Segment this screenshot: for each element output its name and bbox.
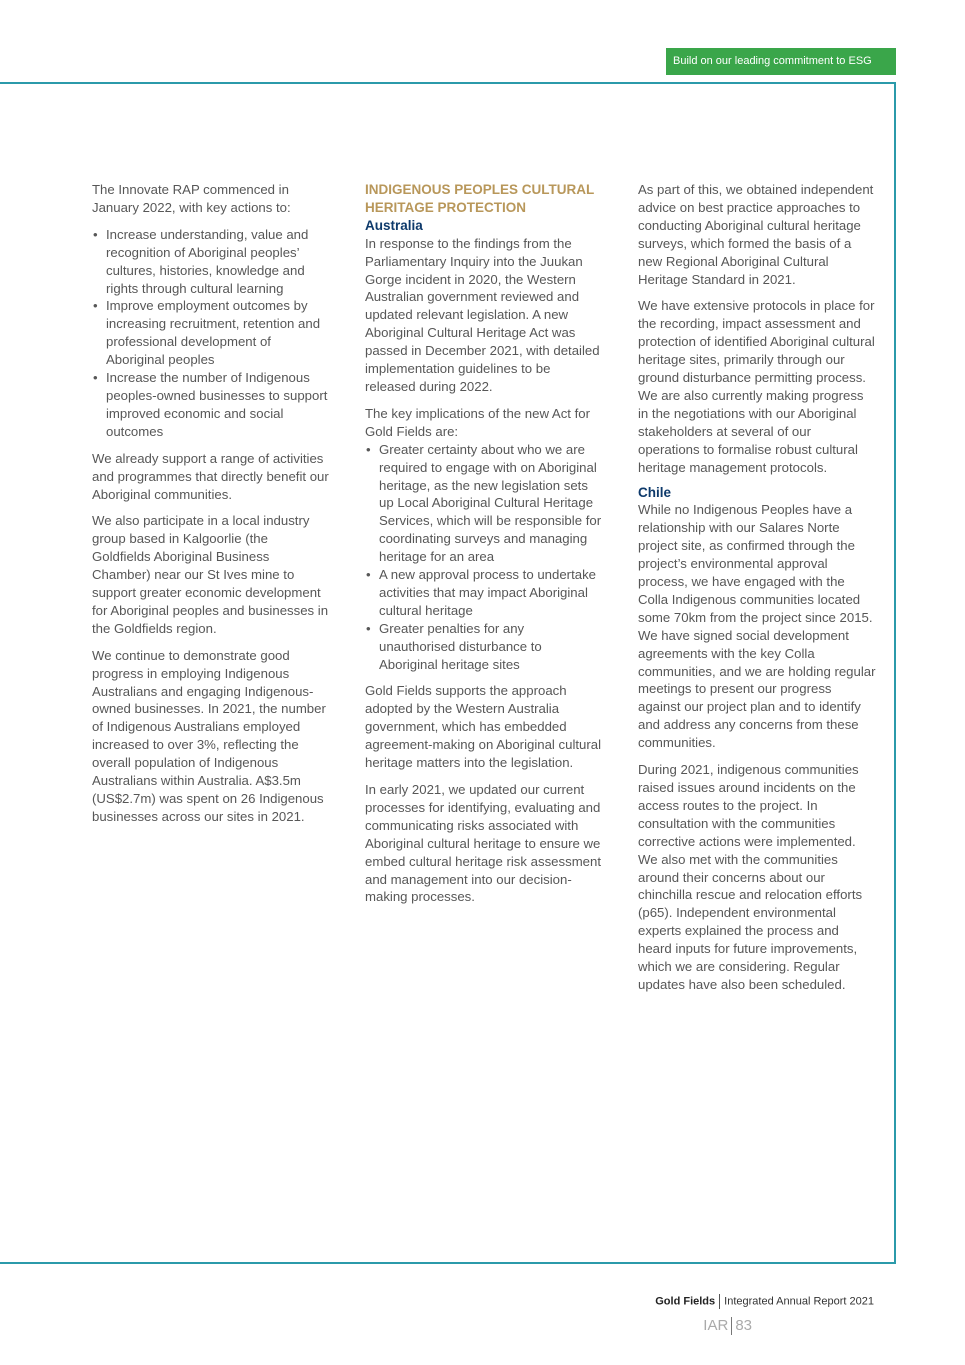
divider [719,1294,720,1309]
page-number: 83 [735,1317,752,1334]
list-item: • Greater certainty about who we are required to engage with on Aboriginal heritage, as the new legislation sets up Local Aboriginal Cultural Heritage Services, which will be responsible for coordinating surveys and managing heritage for an area [365,441,603,566]
bullet-list [92,226,330,441]
paragraph: As part of this, we obtained independent advice on best practice approaches to conducting Aboriginal cultural heritage surveys, which formed the basis of a new Regional Aboriginal Cultural Heritage Standard in 2021. [638,182,874,287]
paragraph: Gold Fields supports the approach adopted by the Western Australia government, which has embedded agreement-making on Aboriginal cultural heritage matters into the legislation. [365,683,602,771]
paragraph: In early 2021, we updated our current processes for identifying, evaluating and communicating risks associated with Aboriginal cultural heritage to ensure we embed cultural heritage risk assessment and management into our decision-making processes. [365,782,602,905]
list-item: • Increase the number of Indigenous peoples-owned businesses to support improved economic and social outcomes [92,369,330,441]
subheading-chile: Chile [638,484,672,500]
subheading-australia: Australia [365,217,423,233]
divider [731,1317,732,1335]
paragraph: The Innovate RAP commenced in January 2022, with key actions to: [92,182,291,215]
column-3 [638,181,876,1003]
section-heading: INDIGENOUS PEOPLES CULTURAL HERITAGE PROTECTION [365,182,595,215]
paragraph: We also participate in a local industry group based in Kalgoorlie (the Goldfields Aboriginal Business Chamber) near our St Ives mine to support greater economic development for Aboriginal peoples and businesses in the Goldfields region. [92,513,329,636]
list-item: • A new approval process to undertake activities that may impact Aboriginal cultural heritage [365,566,603,620]
list-item: • Increase understanding, value and recognition of Aboriginal peoples’ cultures, histories, knowledge and rights through cultural learning [92,226,330,298]
report-name: Integrated Annual Report 2021 [724,1295,874,1308]
list-item: • Greater penalties for any unauthorised disturbance to Aboriginal heritage sites [365,620,603,674]
paragraph: In response to the findings from the Parliamentary Inquiry into the Juukan Gorge incident in 2020, the Western Australian government reviewed and updated relevant legislation. A new Aboriginal Cultural Heritage Act was passed in December 2021, with detailed implementation guidelines to be released during 2022. [365,235,600,394]
column-1 [92,181,330,835]
list-item: • Improve employment outcomes by increasing recruitment, retention and professional development of Aboriginal peoples [92,297,330,369]
section-tab: Build on our leading commitment to ESG [666,48,896,75]
paragraph: While no Indigenous Peoples have a relationship with our Salares Norte project site, as confirmed through the project’s environmental approval process, we have engaged with the Colla Indigenous communities located some 70km from the project since 2015. We have signed social development agreements with the key Colla communities, and we are holding regular meetings to present our progress against our project plan and to identify and address any concerns from these communities. [638,502,876,751]
section-label: IAR [703,1317,729,1334]
footer-report-title [600,1294,874,1309]
paragraph: We already support a range of activities and programmes that directly benefit our Aboriginal communities. [92,450,329,502]
paragraph: We continue to demonstrate good progress in employing Indigenous Australians and engaging Indigenous-owned businesses. In 2021, the number of Indigenous Australians employed increased to over 3%, reflecting the overall population of Indigenous Australians within Australia. A$3.5m (US$2.7m) was spent on 26 Indigenous businesses across our sites in 2021. [92,647,326,824]
page-number-block [600,1317,752,1335]
paragraph: We have extensive protocols in place for the recording, impact assessment and protection of identified Aboriginal cultural heritage sites, primarily through our ground disturbance permitting process. We are also currently making progress in the negotiations with our Aboriginal stakeholders at several of our operations to formalise robust cultural heritage management protocols. [638,298,875,475]
paragraph: The key implications of the new Act for Gold Fields are: [365,405,591,439]
bullet-list [365,441,603,674]
paragraph: During 2021, indigenous communities raised issues around incidents on the access routes to the project. In consultation with the communities corrective actions were implemented. We also met with the communities around their concerns about our chinchilla rescue and relocation efforts (p65). Independent environmental experts explained the process and heard inputs for future improvements, which we are considering. Regular updates have also been scheduled. [638,762,863,992]
brand-name: Gold Fields [655,1295,716,1308]
column-2 [365,181,603,915]
